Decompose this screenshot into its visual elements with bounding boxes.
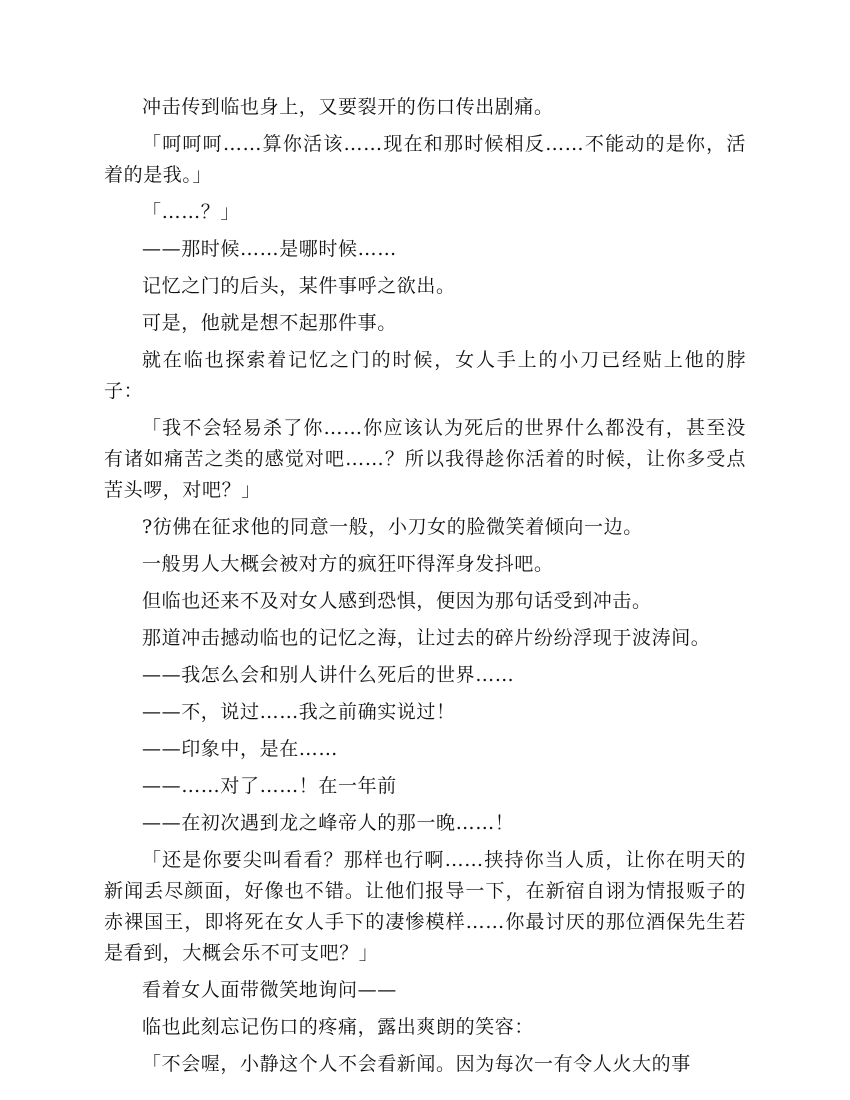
paragraph: 「呵呵呵……算你活该……现在和那时候相反……不能动的是你，活着的是我。」 — [104, 133, 746, 186]
paragraph: 那道冲击撼动临也的记忆之海，让过去的碎片纷纷浮现于波涛间。 — [142, 627, 711, 649]
paragraph: 记忆之门的后头，某件事呼之欲出。 — [142, 275, 456, 297]
paragraph: 但临也还来不及对女人感到恐惧，便因为那句话受到冲击。 — [142, 590, 652, 612]
paragraph: ——在初次遇到龙之峰帝人的那一晚……！ — [142, 812, 515, 834]
paragraph: 「还是你要尖叫看看？那样也行啊……挟持你当人质，让你在明天的新闻丢尽颜面，好像也不错。让他们报导一下，在新宿自诩为情报贩子的赤裸国王，即将死在女人手下的凄惨模样……你最讨厌的那位酒保先生若是看到，大概会乐不可支吧？」 — [104, 849, 746, 964]
paragraph: ?彷佛在征求他的同意一般，小刀女的脸微笑着倾向一边。 — [142, 516, 643, 538]
paragraph: 「我不会轻易杀了你……你应该认为死后的世界什么都没有，甚至没有诸如痛苦之类的感觉对吧……？所以我得趁你活着的时候，让你多受点苦头啰，对吧？」 — [104, 417, 746, 501]
paragraph: ——那时候……是哪时候…… — [142, 238, 397, 260]
paragraph: 可是，他就是想不起那件事。 — [142, 312, 397, 334]
page-body — [104, 92, 746, 1086]
paragraph: ——印象中，是在…… — [142, 738, 339, 760]
paragraph: 一般男人大概会被对方的疯狂吓得浑身发抖吧。 — [142, 553, 554, 575]
paragraph: 就在临也探索着记忆之门的时候，女人手上的小刀已经贴上他的脖子： — [104, 349, 746, 402]
paragraph: 「不会喔，小静这个人不会看新闻。因为每次一有令人火大的事 — [142, 1053, 691, 1075]
paragraph: 临也此刻忘记伤口的疼痛，露出爽朗的笑容： — [142, 1016, 535, 1038]
paragraph: 冲击传到临也身上，又要裂开的伤口传出剧痛。 — [142, 96, 554, 118]
paragraph: ——不，说过……我之前确实说过！ — [142, 701, 456, 723]
paragraph: ——我怎么会和别人讲什么死后的世界…… — [142, 664, 515, 686]
paragraph: 「……？」 — [142, 201, 241, 223]
paragraph: ——……对了……！在一年前 — [142, 775, 397, 797]
paragraph: 看着女人面带微笑地询问—— — [142, 979, 397, 1001]
